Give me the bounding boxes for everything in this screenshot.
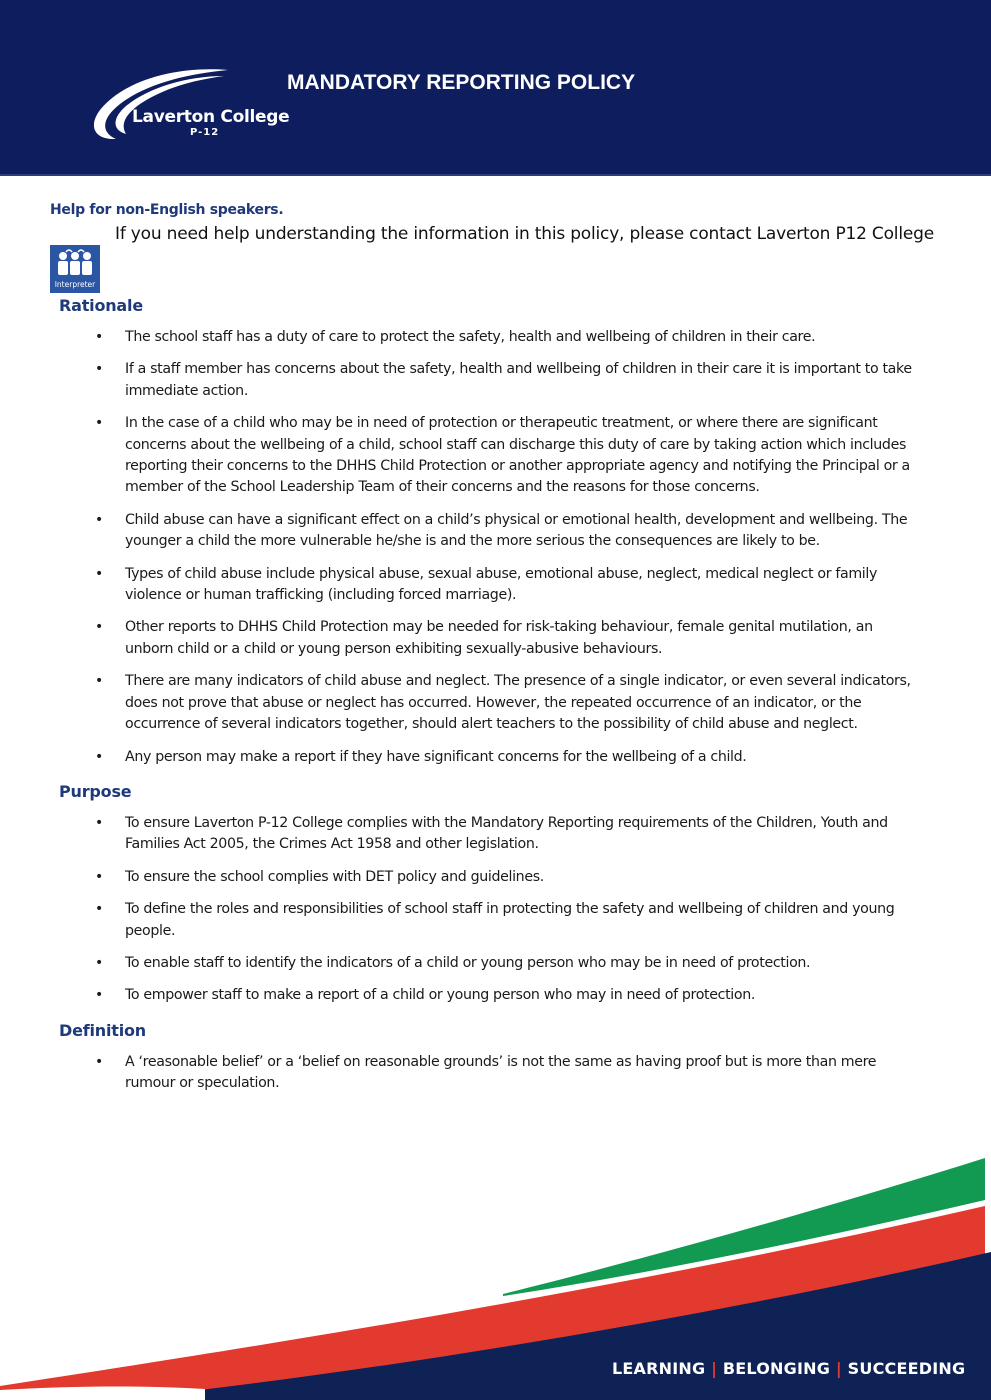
section-title: Definition bbox=[59, 1020, 146, 1040]
list-item: • To ensure Laverton P-12 College complies with the Mandatory Reporting requirements of the Children, Youth and Families Act 2005, the Crimes Act 1958 and other legislation. bbox=[59, 813, 919, 856]
help-text: If you need help understanding the information in this policy, please contact Laverton P12 College bbox=[115, 224, 934, 244]
section-title: Purpose bbox=[59, 781, 132, 801]
tagline-separator: | bbox=[711, 1359, 718, 1378]
section-title: Rationale bbox=[59, 296, 143, 315]
list-item: • Child abuse can have a significant effect on a child’s physical or emotional health, development and wellbeing. The younger a child the more vulnerable he/she is and the more serious the consequences are likely to be. bbox=[59, 510, 919, 553]
list-item: • There are many indicators of child abuse and neglect. The presence of a single indicator, or even several indicators, does not prove that abuse or neglect has occurred. However, the repeated occurrence of an indicator, or the occurrence of several indicators together, should alert teachers to the possibility of child abuse and neglect. bbox=[59, 671, 919, 735]
list-item: • To define the roles and responsibilities of school staff in protecting the safety and wellbeing of children and young people. bbox=[59, 899, 919, 942]
list-item: • To empower staff to make a report of a child or young person who may in need of protection. bbox=[59, 985, 919, 1006]
policy-content bbox=[59, 296, 919, 1109]
tagline-succeeding: SUCCEEDING bbox=[847, 1359, 966, 1378]
list-item: • A ‘reasonable belief’ or a ‘belief on reasonable grounds’ is not the same as having proof but is more than mere rumour or speculation. bbox=[59, 1052, 919, 1095]
bullet-list bbox=[59, 327, 919, 768]
help-heading: Help for non-English speakers. bbox=[50, 202, 284, 218]
interpreter-icon bbox=[50, 245, 100, 293]
list-item: • Other reports to DHHS Child Protection may be needed for risk-taking behaviour, female genital mutilation, an unborn child or a child or young person exhibiting sexually-abusive behaviours. bbox=[59, 617, 919, 660]
list-item: • Types of child abuse include physical abuse, sexual abuse, emotional abuse, neglect, medical neglect or family violence or human trafficking (including forced marriage). bbox=[59, 564, 919, 607]
list-item: • In the case of a child who may be in need of protection or therapeutic treatment, or where there are significant concerns about the wellbeing of a child, school staff can discharge this duty of care by taking action which includes reporting their concerns to the DHHS Child Protection or another appropriate agency and notifying the Principal or a member of the School Leadership Team of their concerns and the reasons for those concerns. bbox=[59, 413, 919, 499]
tagline-separator: | bbox=[835, 1359, 842, 1378]
interpreter-label: Interpreter bbox=[54, 280, 96, 289]
list-item: • To ensure the school complies with DET policy and guidelines. bbox=[59, 867, 919, 888]
logo-college-sub: P-12 bbox=[190, 127, 220, 138]
section-definition bbox=[59, 1021, 919, 1095]
list-item: • Any person may make a report if they have significant concerns for the wellbeing of a child. bbox=[59, 747, 919, 768]
bullet-list bbox=[59, 1052, 919, 1095]
list-item: • To enable staff to identify the indicators of a child or young person who may be in need of protection. bbox=[59, 953, 919, 974]
header-banner bbox=[0, 0, 991, 176]
bullet-list bbox=[59, 813, 919, 1007]
tagline-belonging: BELONGING bbox=[722, 1359, 831, 1378]
tagline-learning: LEARNING bbox=[612, 1359, 706, 1378]
logo-college-name: Laverton College bbox=[132, 107, 290, 127]
section-purpose bbox=[59, 782, 919, 1007]
footer-tagline bbox=[612, 1359, 965, 1378]
list-item: • The school staff has a duty of care to protect the safety, health and wellbeing of children in their care. bbox=[59, 327, 919, 348]
section-rationale bbox=[59, 296, 919, 768]
interpreter-figures-icon bbox=[50, 245, 100, 281]
list-item: • If a staff member has concerns about the safety, health and wellbeing of children in their care it is important to take immediate action. bbox=[59, 359, 919, 402]
document-title: MANDATORY REPORTING POLICY bbox=[287, 71, 636, 94]
college-logo-swoosh bbox=[86, 62, 286, 146]
